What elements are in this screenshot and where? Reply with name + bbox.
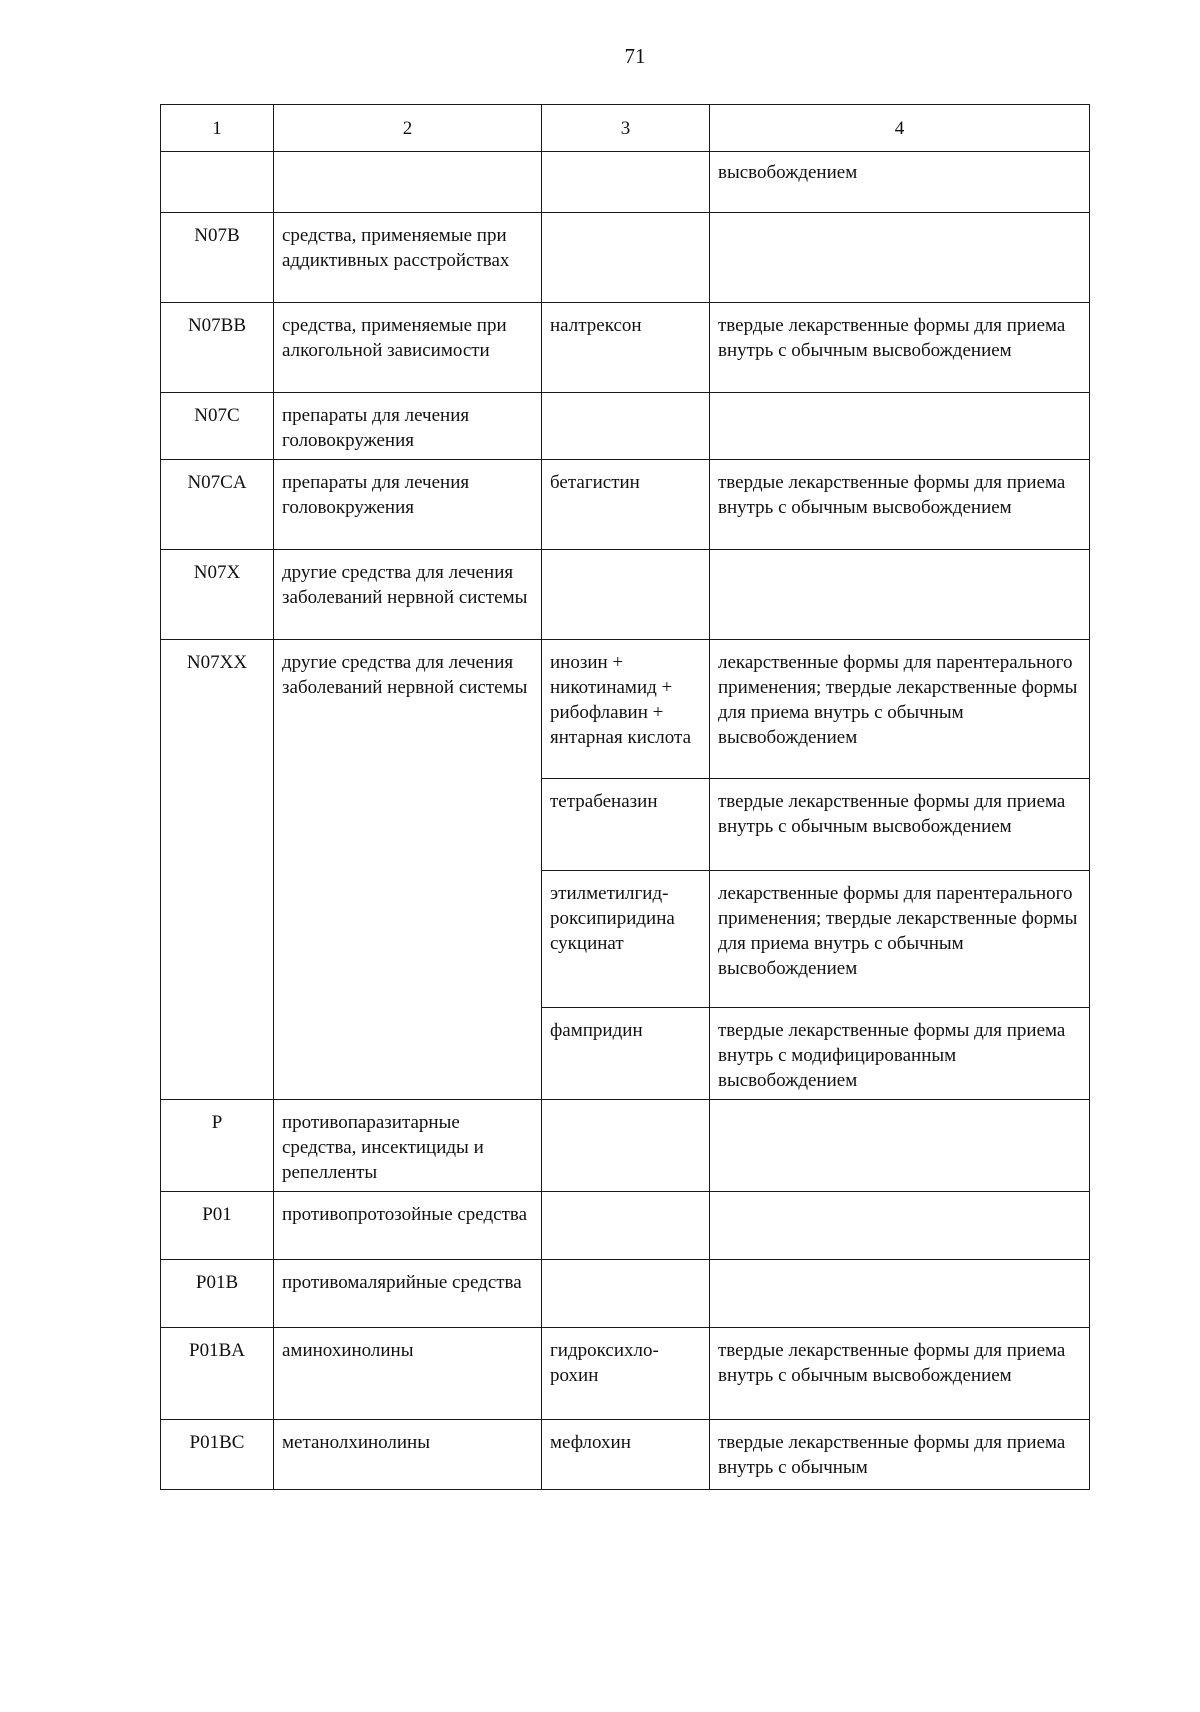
- cell-name: другие средства для лечения заболеваний нервной системы: [274, 640, 542, 1100]
- cell-substance: [542, 213, 710, 303]
- cell-form: [710, 550, 1090, 640]
- table-row: [161, 303, 1090, 393]
- table-row: [161, 393, 1090, 460]
- cell-substance: [542, 152, 710, 213]
- cell-substance: [542, 550, 710, 640]
- cell-name: препараты для лечения головокружения: [274, 393, 542, 460]
- cell-form: твердые лекарственные формы для приема внутрь с обычным: [710, 1420, 1090, 1490]
- cell-form: [710, 393, 1090, 460]
- cell-substance: [542, 1100, 710, 1192]
- table-row: [161, 460, 1090, 550]
- cell-form: [710, 1260, 1090, 1328]
- table-row: [161, 1192, 1090, 1260]
- cell-name: аминохинолины: [274, 1328, 542, 1420]
- table-row: [161, 640, 1090, 779]
- header-row: [161, 105, 1090, 152]
- cell-name: средства, применяемые при аддиктивных расстройствах: [274, 213, 542, 303]
- cell-name: средства, применяемые при алкогольной зависимости: [274, 303, 542, 393]
- cell-code: P01: [161, 1192, 274, 1260]
- cell-substance: фампридин: [542, 1008, 710, 1100]
- cell-substance: тетрабеназин: [542, 779, 710, 871]
- header-col-4: 4: [710, 105, 1090, 152]
- cell-name: [274, 152, 542, 213]
- header-col-2: 2: [274, 105, 542, 152]
- page-number: 71: [624, 44, 646, 68]
- table-row: [161, 550, 1090, 640]
- cell-code: N07C: [161, 393, 274, 460]
- cell-substance: бетагистин: [542, 460, 710, 550]
- cell-code: P: [161, 1100, 274, 1192]
- cell-form: твердые лекарственные формы для приема внутрь с обычным высвобождением: [710, 460, 1090, 550]
- table-row: [161, 1260, 1090, 1328]
- cell-form: лекарственные формы для парентерального применения; твердые лекарственные формы для приема внутрь с обычным высвобождением: [710, 640, 1090, 779]
- cell-code: N07X: [161, 550, 274, 640]
- cell-name: противопротозойные средства: [274, 1192, 542, 1260]
- table-row: [161, 1328, 1090, 1420]
- cell-substance: [542, 1260, 710, 1328]
- medicines-table: [160, 104, 1090, 1490]
- cell-code: N07XX: [161, 640, 274, 1100]
- cell-code: N07B: [161, 213, 274, 303]
- cell-code: P01BA: [161, 1328, 274, 1420]
- cell-form: [710, 213, 1090, 303]
- cell-name: противомалярийные средства: [274, 1260, 542, 1328]
- cell-form: высвобождением: [710, 152, 1090, 213]
- cell-substance: гидроксихло-рохин: [542, 1328, 710, 1420]
- cell-form: лекарственные формы для парентерального применения; твердые лекарственные формы для приема внутрь с обычным высвобождением: [710, 871, 1090, 1008]
- cell-form: [710, 1100, 1090, 1192]
- header-col-3: 3: [542, 105, 710, 152]
- cell-substance: этилметилгид-роксипиридина сукцинат: [542, 871, 710, 1008]
- table-row: [161, 1420, 1090, 1490]
- cell-code: N07BB: [161, 303, 274, 393]
- cell-name: метанолхинолины: [274, 1420, 542, 1490]
- cell-form: твердые лекарственные формы для приема внутрь с обычным высвобождением: [710, 779, 1090, 871]
- cell-code: P01B: [161, 1260, 274, 1328]
- cell-code: P01BC: [161, 1420, 274, 1490]
- table-row-continuation: [161, 152, 1090, 213]
- cell-form: [710, 1192, 1090, 1260]
- cell-substance: налтрексон: [542, 303, 710, 393]
- table-row: [161, 213, 1090, 303]
- cell-substance: [542, 1192, 710, 1260]
- cell-form: твердые лекарственные формы для приема внутрь с обычным высвобождением: [710, 303, 1090, 393]
- cell-substance: мефлохин: [542, 1420, 710, 1490]
- cell-substance: [542, 393, 710, 460]
- cell-name: препараты для лечения головокружения: [274, 460, 542, 550]
- cell-form: твердые лекарственные формы для приема внутрь с обычным высвобождением: [710, 1328, 1090, 1420]
- cell-substance: инозин + никотинамид + рибофлавин + янтарная кислота: [542, 640, 710, 779]
- header-col-1: 1: [161, 105, 274, 152]
- cell-name: другие средства для лечения заболеваний нервной системы: [274, 550, 542, 640]
- cell-form: твердые лекарственные формы для приема внутрь с модифицированным высвобождением: [710, 1008, 1090, 1100]
- cell-code: [161, 152, 274, 213]
- cell-code: N07CA: [161, 460, 274, 550]
- cell-name: противопаразитарные средства, инсектициды и репелленты: [274, 1100, 542, 1192]
- table-row: [161, 1100, 1090, 1192]
